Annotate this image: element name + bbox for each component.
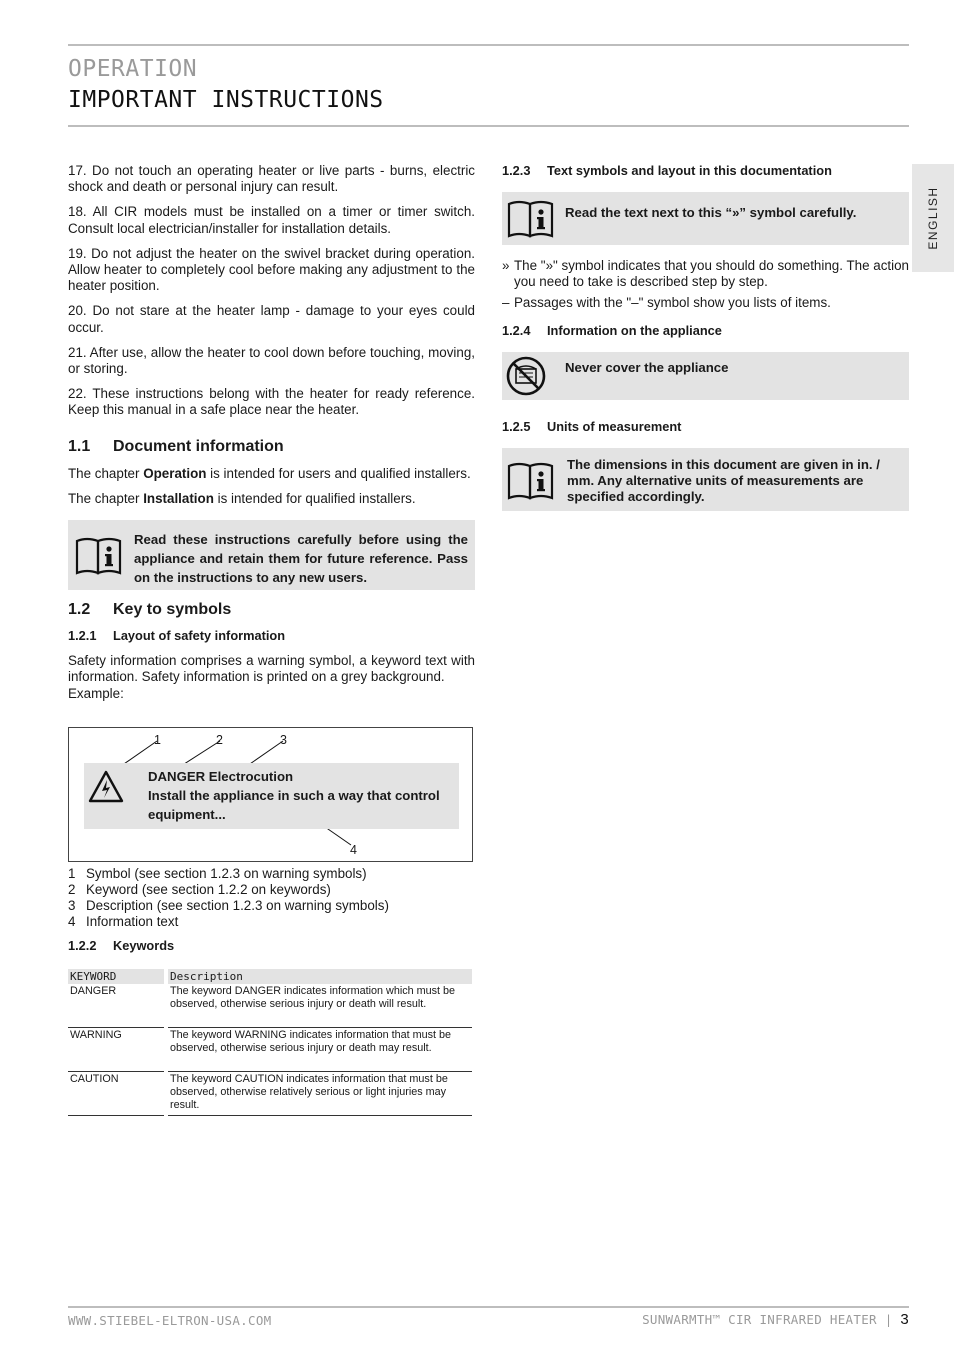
heading-appliance-info [502,323,722,338]
heading-text: Information on the appliance [547,323,722,338]
table-header-keyword: KEYWORD [68,969,164,984]
safety-item-19: 19. Do not adjust the heater on the swivel bracket during operation. Allow heater to completely cool before making any adjustment to the heater position. [68,245,475,294]
info-book-icon [506,198,556,240]
language-tab [912,164,954,272]
table-header-description: Description [168,969,472,984]
description-cell: The keyword CAUTION indicates information that must be observed, otherwise relatively serious or light injuries may result. [168,1072,472,1116]
bullet-mark-do: » [502,258,510,273]
legend-text: Keyword (see section 1.2.2 on keywords) [86,882,331,897]
heading-text: Key to symbols [113,601,232,618]
safety-item-20: 20. Do not stare at the heater lamp - damage to your eyes could occur. [68,303,475,335]
footer-rule [68,1306,909,1308]
read-instructions-text: Read these instructions carefully before using the appliance and retain them for future reference. Pass on the instructions to any new users. [134,532,468,585]
keyword-cell: DANGER [68,984,164,1028]
table-header-row [68,969,472,984]
heading-number: 1.2.3 [502,163,531,178]
example-label: Example: [68,686,124,702]
safety-item-22: 22. These instructions belong with the heater for ready reference. Keep this manual in a safe place near the heater. [68,386,475,418]
legend-num: 2 [68,882,76,897]
units-notice [502,448,909,511]
text-symbol-notice [502,192,909,245]
heading-number: 1.2.2 [68,938,97,953]
safety-item-21: 21. After use, allow the heater to cool down before touching, moving, or storing. [68,344,475,377]
bullet-item-list [502,295,909,311]
table-row [68,1028,472,1072]
heading-number: 1.2.4 [502,323,531,338]
callout-3: 3 [280,733,287,747]
safety-item-17: 17. Do not touch an operating heater or live parts - burns, electric shock and death or personal injury can result. [68,163,475,195]
doc-info-p1-pre: The chapter [68,466,144,481]
heading-text: Layout of safety information [113,628,286,643]
legend-text: Description (see section 1.2.3 on warning symbols) [86,898,389,913]
heading-keywords [68,938,174,953]
keyword-cell: CAUTION [68,1072,164,1116]
danger-text: Install the appliance in such a way that control equipment... [148,788,440,822]
safety-layout-text: Safety information comprises a warning symbol, a keyword text with information. Safety information is printed on a grey background. [68,653,475,685]
info-book-icon [74,535,124,577]
doc-info-p1 [68,466,478,482]
heading-text-symbols [502,163,832,178]
heading-number: 1.2 [68,601,91,618]
safety-item-18: 18. All CIR models must be installed on a timer or timer switch. Consult local electrician/installer for installation details. [68,204,475,236]
text-symbol-notice-text: Read the text next to this “»” symbol carefully. [565,205,857,220]
table-row [68,1072,472,1116]
heading-document-information [68,438,284,456]
legend-item [68,882,389,898]
heading-text: Keywords [113,938,175,953]
bullet-item-do [502,258,909,290]
doc-info-p1-post: is intended for users and qualified installers. [206,466,471,481]
table-row [68,984,472,1028]
info-book-icon [506,460,556,502]
legend-num: 1 [68,866,76,881]
legend-num: 3 [68,898,76,913]
example-frame [68,727,473,862]
heading-number: 1.2.5 [502,419,531,434]
read-instructions-notice [68,520,475,590]
no-cover-icon [505,355,547,397]
legend-text: Symbol (see section 1.2.3 on warning symbols) [86,866,367,881]
danger-electrocution-icon [88,769,124,805]
heading-number: 1.2.1 [68,628,97,643]
page-number: 3 [900,1311,909,1328]
heading-units [502,419,681,434]
doc-info-p2 [68,491,478,507]
callout-4: 4 [350,843,357,857]
legend-item [68,866,389,882]
heading-text: Document information [113,438,284,455]
description-cell: The keyword DANGER indicates information which must be observed, otherwise serious injury or death will result. [168,984,472,1028]
legend-item [68,898,389,914]
section-label: OPERATION [68,56,198,82]
appliance-notice-text: Never cover the appliance [565,360,729,375]
keyword-cell: WARNING [68,1028,164,1072]
text-symbol-list [502,258,909,312]
doc-info-p2-pre: The chapter [68,491,144,506]
units-notice-text: The dimensions in this document are given in in. / mm. Any alternative units of measurements are specified accordingly. [567,457,880,505]
footer-website: WWW.STIEBEL-ELTRON-USA.COM [68,1313,272,1328]
appliance-notice [502,352,909,400]
heading-number: 1.1 [68,438,91,455]
danger-title: DANGER Electrocution [148,769,294,784]
bullet-text-do: The "»" symbol indicates that you should do something. The action you need to take is described step by step. [514,258,909,290]
example-legend [68,866,389,930]
bullet-text-list: Passages with the "–" symbol show you lists of items. [514,295,831,311]
header-top-rule [68,44,909,46]
doc-info-p2-bold: Installation [143,491,214,506]
legend-text: Information text [86,914,179,929]
bullet-mark-list: – [502,295,510,311]
callout-2: 2 [216,733,223,747]
footer-separator: | [884,1312,893,1327]
safety-layout-body [68,653,475,703]
heading-key-to-symbols [68,601,231,619]
doc-info-p1-bold: Operation [143,466,207,481]
footer-product [642,1311,909,1328]
heading-text: Text symbols and layout in this documentation [547,163,832,178]
legend-num: 4 [68,914,76,929]
danger-example-box [84,763,459,829]
heading-text: Units of measurement [547,419,682,434]
description-cell: The keyword WARNING indicates information that must be observed, otherwise serious injury or death may result. [168,1028,472,1072]
page-title: IMPORTANT INSTRUCTIONS [68,87,384,113]
language-tab-label: ENGLISH [926,186,940,250]
doc-info-p2-post: is intended for qualified installers. [213,491,416,506]
footer-product-name: SUNWARMTH™ CIR INFRARED HEATER [642,1312,877,1327]
legend-item [68,914,389,930]
header-bottom-rule [68,125,909,127]
keywords-table [68,969,472,1116]
safety-items [68,163,475,419]
heading-layout-safety-info [68,628,285,643]
callout-1: 1 [154,733,161,747]
